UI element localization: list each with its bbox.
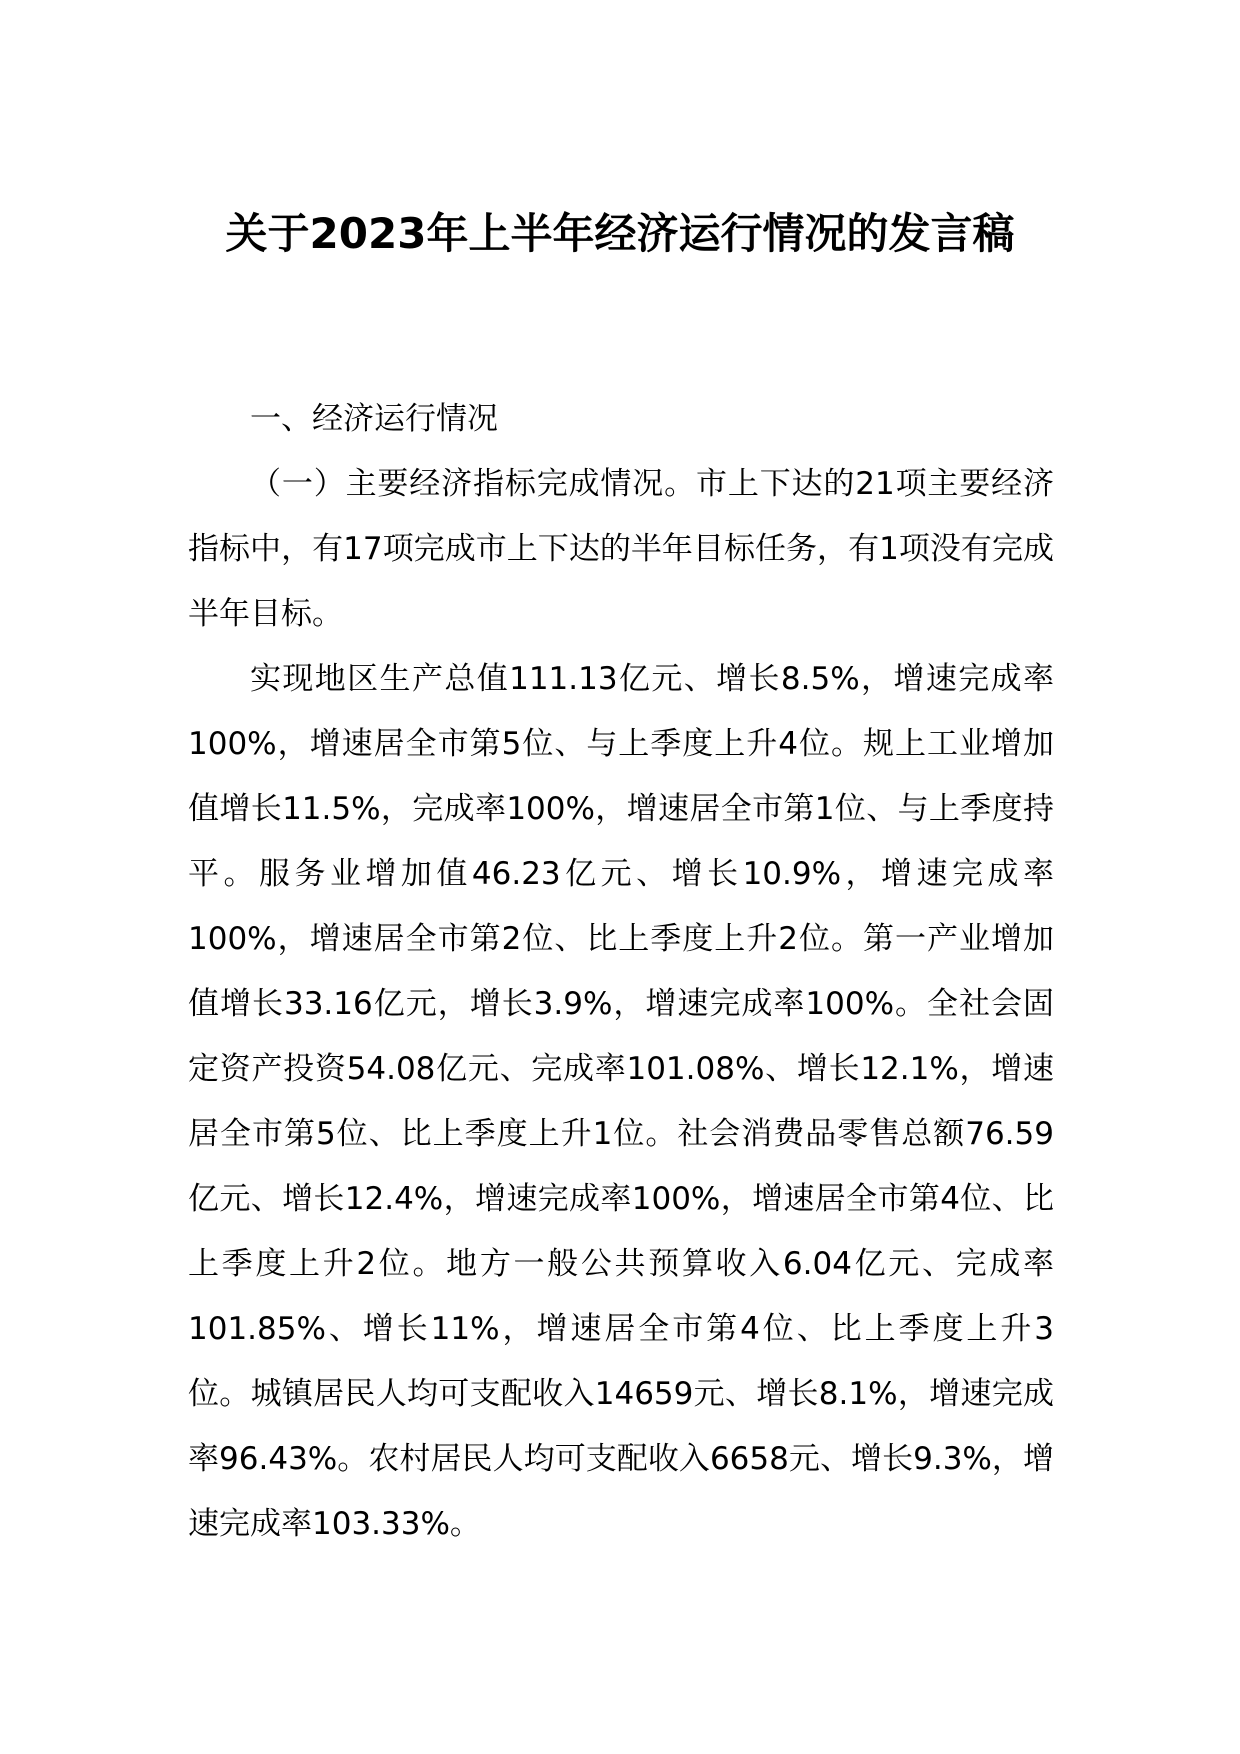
section-heading: 一、经济运行情况 xyxy=(250,401,498,437)
document-body xyxy=(188,387,1054,1557)
paragraph-indicators-detail: 实现地区生产总值111.13亿元、增长8.5%，增速完成率100%，增速居全市第5位、与上季度上升4位。规上工业增加值增长11.5%，完成率100%，增速居全市第1位、与上季度持平。服务业增加值46.23亿元、增长10.9%，增速完成率100%，增速居全市第2位、比上季度上升2位。第一产业增加值增长33.16亿元，增长3.9%，增速完成率100%。全社会固定资产投资54.08亿元、完成率101.08%、增长12.1%，增速居全市第5位、比上季度上升1位。社会消费品零售总额76.59亿元、增长12.4%，增速完成率100%，增速居全市第4位、比上季度上升2位。地方一般公共预算收入6.04亿元、完成率101.85%、增长11%，增速居全市第4位、比上季度上升3位。城镇居民人均可支配收入14659元、增长8.1%，增速完成率96.43%。农村居民人均可支配收入6658元、增长9.3%，增速完成率103.33%。 xyxy=(188,661,1054,1542)
paragraph-indicators-overview: （一）主要经济指标完成情况。市上下达的21项主要经济指标中，有17项完成市上下达的半年目标任务，有1项没有完成半年目标。 xyxy=(188,466,1054,632)
document-title: 关于2023年上半年经济运行情况的发言稿 xyxy=(225,209,1015,258)
